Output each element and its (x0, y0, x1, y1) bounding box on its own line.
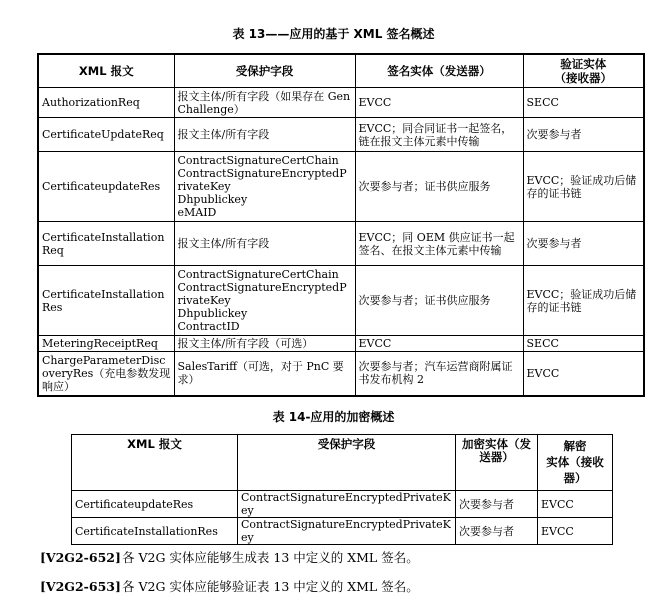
requirement-v2g2-652 (40, 550, 419, 565)
cell-message: CertificateInstallationReq (38, 222, 174, 266)
cell-signer: EVCC (355, 336, 523, 352)
table-row (72, 518, 613, 545)
cell-signer: 次要参与者；汽车运营商附属证书发布机构 2 (355, 352, 523, 396)
header-signing-entity: 签名实体（发送器） (355, 54, 523, 88)
table-row (38, 118, 644, 152)
cell-fields: ContractSignatureCertChain ContractSignatureEncryptedPrivateKey Dhpublickey ContractID (174, 266, 355, 336)
cell-verifier: EVCC；验证成功后储存的证书链 (523, 152, 644, 222)
cell-fields: ContractSignatureCertChain ContractSignatureEncryptedPrivateKey Dhpublickey eMAID (174, 152, 355, 222)
cell-fields: 报文主体/所有字段 (174, 222, 355, 266)
table13-caption: 表 13——应用的基于 XML 签名概述 (232, 27, 435, 41)
table-header-row (72, 435, 613, 491)
requirement-text: 各 V2G 实体应能够验证表 13 中定义的 XML 签名。 (122, 579, 419, 594)
table-row (38, 222, 644, 266)
cell-signer: EVCC (355, 88, 523, 118)
table-row (72, 491, 613, 518)
cell-signer: 次要参与者；证书供应服务 (355, 152, 523, 222)
cell-fields: ContractSignatureEncryptedPrivateKey (238, 518, 456, 545)
requirement-id: [V2G2-652] (40, 550, 121, 565)
cell-verifier: EVCC；验证成功后储存的证书链 (523, 266, 644, 336)
cell-decrypter: EVCC (538, 518, 613, 545)
header-xml-message: XML 报文 (38, 54, 174, 88)
cell-message: CertificateupdateRes (38, 152, 174, 222)
header-verifying-entity: 验证实体 （接收器） (523, 54, 644, 88)
cell-verifier: SECC (523, 336, 644, 352)
cell-decrypter: EVCC (538, 491, 613, 518)
cell-message: ChargeParameterDiscoveryRes（充电参数发现响应） (38, 352, 174, 396)
cell-encrypter: 次要参与者 (456, 491, 538, 518)
cell-message: CertificateUpdateReq (38, 118, 174, 152)
requirement-text: 各 V2G 实体应能够生成表 13 中定义的 XML 签名。 (122, 550, 419, 565)
cell-fields: ContractSignatureEncryptedPrivateKey (238, 491, 456, 518)
header-decrypting-entity: 解密 实体（接收器） (538, 435, 613, 491)
requirement-id: [V2G2-653] (40, 579, 121, 594)
signature-overview-table (37, 53, 645, 397)
cell-message: CertificateInstallationRes (72, 518, 238, 545)
requirement-v2g2-653 (40, 579, 419, 594)
encryption-overview-table (71, 434, 613, 545)
table-header-row (38, 54, 644, 88)
cell-message: AuthorizationReq (38, 88, 174, 118)
header-encrypting-entity: 加密实体（发送器） (456, 435, 538, 491)
cell-fields: 报文主体/所有字段 (174, 118, 355, 152)
cell-signer: 次要参与者；证书供应服务 (355, 266, 523, 336)
table-row (38, 266, 644, 336)
cell-message: MeteringReceiptReq (38, 336, 174, 352)
table-row (38, 352, 644, 396)
cell-signer: EVCC；同 OEM 供应证书一起签名、在报文主体元素中传输 (355, 222, 523, 266)
cell-verifier: 次要参与者 (523, 222, 644, 266)
cell-fields: 报文主体/所有字段（如果存在 GenChallenge） (174, 88, 355, 118)
cell-verifier: SECC (523, 88, 644, 118)
table-row (38, 88, 644, 118)
cell-verifier: EVCC (523, 352, 644, 396)
cell-verifier: 次要参与者 (523, 118, 644, 152)
cell-signer: EVCC；同合同证书一起签名，链在报文主体元素中传输 (355, 118, 523, 152)
cell-message: CertificateInstallationRes (38, 266, 174, 336)
header-xml-message: XML 报文 (72, 435, 238, 491)
table-row (38, 152, 644, 222)
header-protected-fields: 受保护字段 (238, 435, 456, 491)
header-protected-fields: 受保护字段 (174, 54, 355, 88)
cell-fields: SalesTariff（可选，对于 PnC 要求） (174, 352, 355, 396)
cell-fields: 报文主体/所有字段（可选） (174, 336, 355, 352)
table14-caption: 表 14-应用的加密概述 (272, 410, 395, 424)
table-row (38, 336, 644, 352)
cell-encrypter: 次要参与者 (456, 518, 538, 545)
cell-message: CertificateupdateRes (72, 491, 238, 518)
